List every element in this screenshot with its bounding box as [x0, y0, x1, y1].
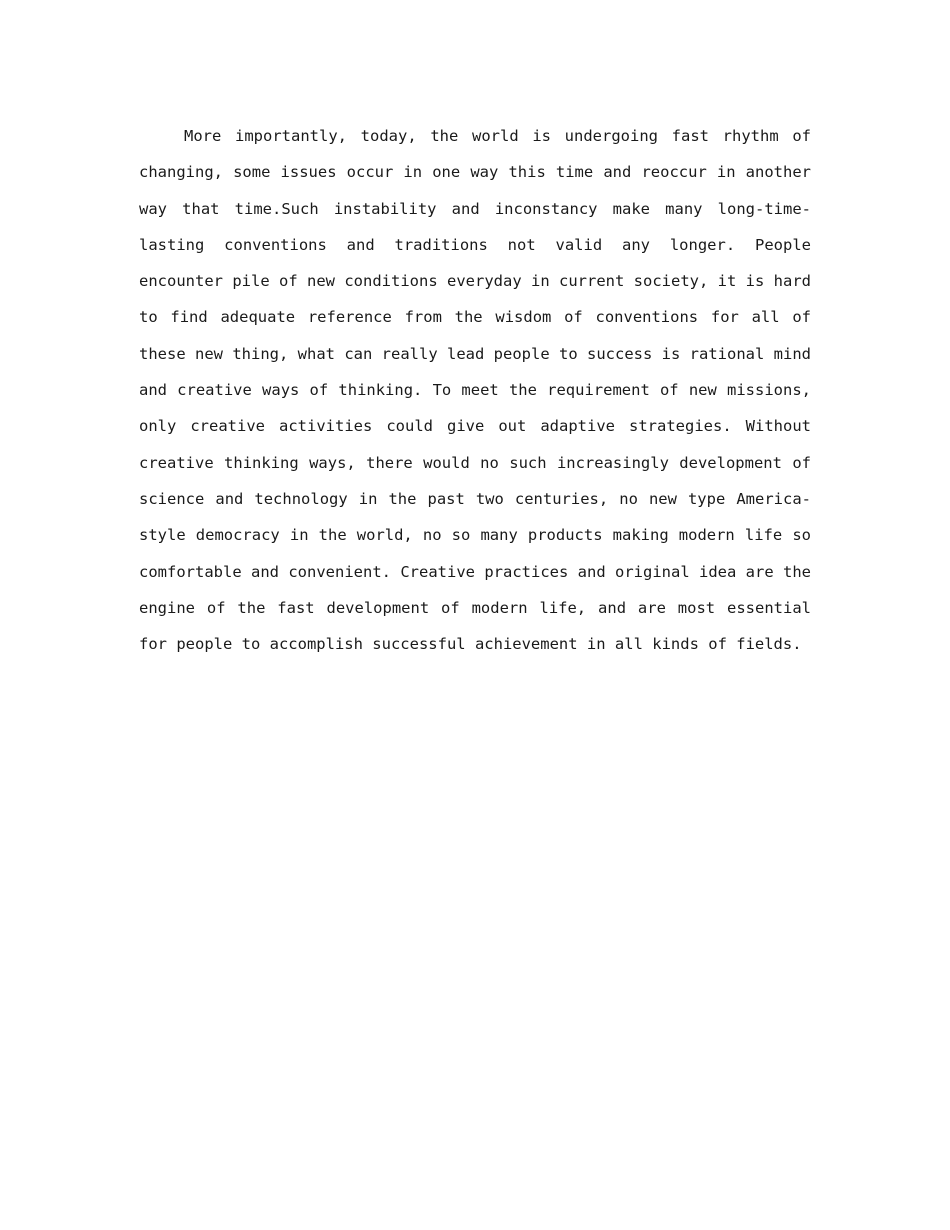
body-paragraph: More importantly, today, the world is undergoing fast rhythm of changing, some issues occur in one way this time and reoccur in another way that time.Such instability and inconstancy make many long-time-lasting conventions and traditions not valid any longer. People encounter pile of new conditions everyday in current society, it is hard to find adequate reference from the wisdom of conventions for all of these new thing, what can really lead people to success is rational mind and creative ways of thinking. To meet the requirement of new missions, only creative activities could give out adaptive strategies. Without creative thinking ways, there would no such increasingly development of science and technology in the past two centuries, no new type America-style democracy in the world, no so many products making modern life so comfortable and convenient. Creative practices and original idea are the engine of the fast development of modern life, and are most essential for people to accomplish successful achievement in all kinds of fields.	[139, 127, 811, 654]
